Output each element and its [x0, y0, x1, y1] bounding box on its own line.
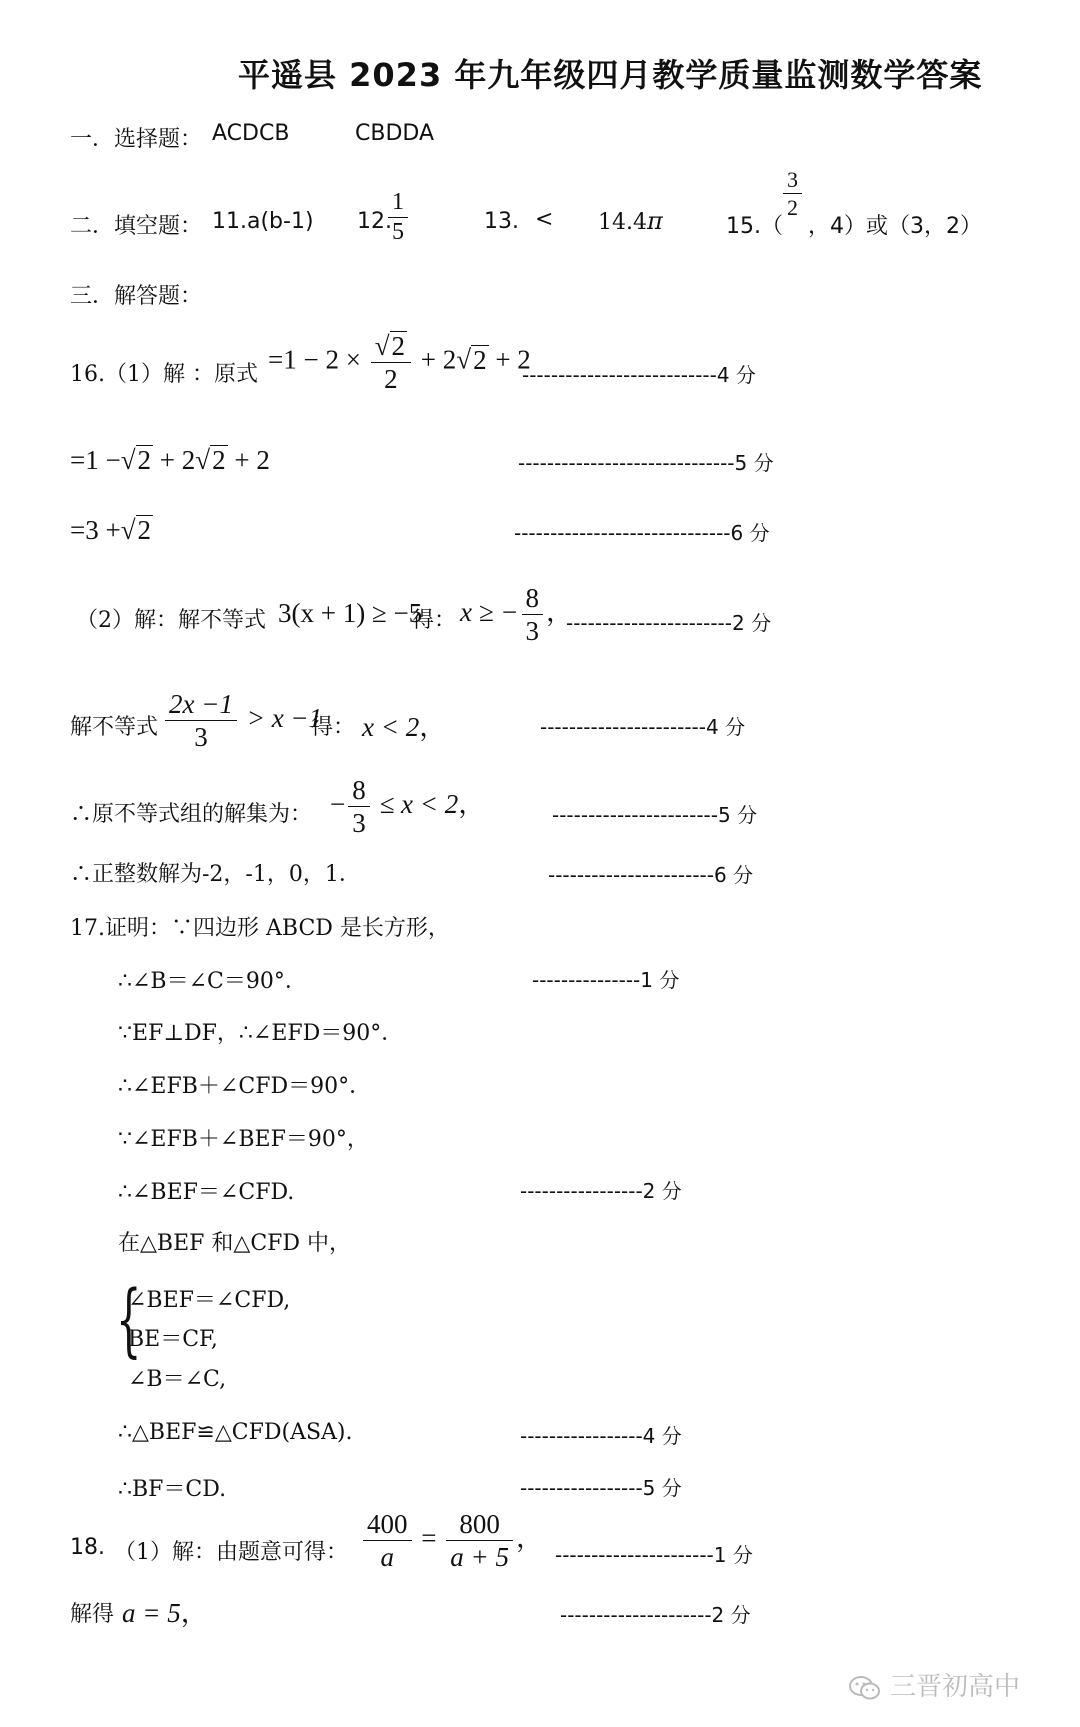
q16-p2-inequality: 3(x + 1) ≥ −5 — [278, 598, 423, 628]
fraction-numerator: 8 — [522, 584, 544, 615]
expr-part: + 2 — [420, 344, 457, 375]
q16-l5-expression — [162, 690, 322, 752]
score-marker: -----------------5 分 — [520, 1476, 682, 1500]
radicand: 2 — [473, 344, 487, 375]
q17-brace-line-1: ∠BEF＝∠CFD, — [128, 1288, 291, 1313]
expr-part: ， — [458, 789, 486, 820]
q16-p1-expression: =1 − 2 × $\frac{√2}{2}$ + 2√2 + 2 — [268, 331, 531, 395]
fill-q14: 14.4 — [598, 210, 647, 235]
q18-equation — [360, 1510, 543, 1572]
page-title: 平遥县 2023 年九年级四月教学质量监测数学答案 — [238, 56, 983, 94]
fraction-denominator: 3 — [194, 722, 208, 753]
q16-l6-label: ∴原不等式组的解集为： — [70, 802, 313, 827]
fill-q12-fraction — [385, 190, 411, 245]
fill-q11: 11.a(b-1) — [212, 209, 314, 234]
expr-part: ， — [180, 1598, 208, 1628]
fill-q15-label: 15.（ — [726, 214, 783, 239]
score-marker: ----------------------1 分 — [555, 1543, 753, 1567]
expr-part: = — [421, 1523, 437, 1554]
watermark-text: 三晋初高中 — [890, 1672, 1021, 1702]
score-marker: ---------------1 分 — [532, 968, 680, 992]
fraction-denominator: a + 5 — [450, 1542, 509, 1573]
choice-label: 一．选择题： — [70, 127, 203, 152]
expr-part: − — [330, 789, 346, 820]
fraction-numerator: 8 — [348, 776, 370, 807]
expr-part: + 2 — [495, 344, 531, 375]
q17-l8: ∴△BEF≌△CFD(ASA). — [118, 1420, 353, 1445]
fraction-denominator: 3 — [352, 808, 366, 839]
q17-l6: ∴∠BEF＝∠CFD. — [118, 1180, 295, 1205]
q17-l5: ∵∠EFB＋∠BEF＝90°， — [118, 1127, 369, 1152]
expr-part: + 2 — [234, 445, 270, 475]
expr-part: a = 5 — [122, 1598, 181, 1628]
expr-part: =3 + — [70, 515, 121, 545]
fraction-denominator: 5 — [392, 219, 404, 246]
score-marker: -----------------------5 分 — [552, 803, 758, 827]
q16-l5-de: 得： — [311, 715, 356, 740]
fraction-numerator: 1 — [388, 190, 408, 218]
pi-symbol: π — [646, 207, 663, 235]
q16-l5-result — [362, 705, 446, 744]
score-marker: -----------------------2 分 — [566, 611, 772, 635]
q17-brace-line-3: ∠B＝∠C, — [128, 1367, 227, 1392]
q16-l5-label: 解不等式 — [70, 715, 159, 740]
q17-l3: ∵EF⊥DF，∴∠EFD＝90°． — [118, 1021, 404, 1046]
score-marker: -----------------4 分 — [520, 1424, 682, 1448]
expr-part: x < 2 — [362, 712, 420, 742]
radicand: 2 — [137, 445, 152, 475]
fill-label: 二．填空题： — [70, 214, 203, 239]
expr-part: > x −1 — [246, 703, 323, 734]
fraction-denominator: 2 — [787, 195, 798, 221]
q16-step3: =3 +√2 — [70, 515, 152, 545]
q17-brace-line-2: BE＝CF, — [128, 1327, 218, 1352]
q16-p2-label: （2）解：解不等式 — [76, 608, 266, 633]
score-marker: ---------------------------4 分 — [522, 363, 756, 387]
q16-p2-result — [460, 584, 573, 646]
fraction-numerator: 800 — [446, 1510, 513, 1541]
expr-part: + 2 — [159, 445, 196, 475]
q18-label: 18. — [70, 1535, 105, 1560]
fill-q15-fraction — [780, 168, 805, 219]
expr-part: ， — [419, 712, 447, 742]
choice-section — [70, 122, 202, 153]
score-marker: ------------------------------6 分 — [514, 521, 770, 545]
fill-q15-rest: ，4）或（3，2） — [808, 214, 982, 239]
radicand: 2 — [212, 445, 226, 475]
q16-p2-de: 得： — [412, 608, 457, 633]
fraction-numerator: 3 — [783, 168, 802, 194]
q17-l9: ∴BF＝CD. — [118, 1477, 227, 1502]
wechat-icon — [848, 1675, 882, 1701]
radicand: 2 — [137, 515, 152, 545]
fraction-numerator: 2x −1 — [165, 690, 237, 721]
expr-part: x ≥ − — [460, 597, 519, 628]
q16-l6-expression — [330, 776, 485, 838]
fill-q13-answer: < — [535, 207, 554, 232]
score-marker: ------------------------------5 分 — [518, 451, 774, 475]
watermark — [848, 1666, 1020, 1703]
expr-part: ， — [515, 1523, 543, 1554]
q18-l2-label: 解得 — [70, 1602, 115, 1627]
score-marker: -----------------2 分 — [520, 1179, 682, 1203]
fraction-denominator: a — [380, 1542, 394, 1573]
q16-l7: ∴正整数解为-2，-1，0，1． — [70, 862, 361, 887]
brace-symbol: { — [116, 1273, 142, 1366]
solve-label: 三．解答题： — [70, 284, 203, 309]
fill-q13-label: 13. — [484, 209, 519, 234]
choice-answers-2: CBDDA — [355, 121, 434, 146]
radicand: 2 — [391, 331, 406, 361]
score-marker: ---------------------2 分 — [560, 1603, 751, 1627]
q16-step2: =1 −√2 + 2√2 + 2 — [70, 445, 270, 475]
expr-part: =1 − — [70, 445, 121, 475]
fraction-denominator: 2 — [384, 364, 398, 395]
expr-part: =1 − 2 × — [268, 344, 361, 375]
expr-part: ≤ x < 2 — [379, 789, 459, 820]
fraction-denominator: 3 — [525, 616, 540, 647]
fraction-numerator: 400 — [363, 1510, 412, 1541]
fill-q12-label: 12. — [357, 209, 392, 234]
q17-l2: ∴∠B＝∠C＝90°． — [118, 969, 307, 994]
q18-l2-expr — [122, 1591, 208, 1630]
q17-l4: ∴∠EFB＋∠CFD＝90°． — [118, 1074, 372, 1099]
score-marker: -----------------------4 分 — [540, 715, 746, 739]
q17-l7: 在△BEF 和△CFD 中， — [118, 1231, 352, 1256]
choice-answers-1: ACDCB — [212, 121, 290, 146]
q17-l1: 17.证明：∵四边形 ABCD 是长方形， — [70, 916, 450, 941]
q18-l1-text: （1）解：由题意可得： — [114, 1540, 348, 1565]
expr-part: ， — [546, 597, 574, 628]
q16-p1-label: 16.（1）解 ：原式 — [70, 362, 258, 387]
score-marker: -----------------------6 分 — [548, 863, 754, 887]
